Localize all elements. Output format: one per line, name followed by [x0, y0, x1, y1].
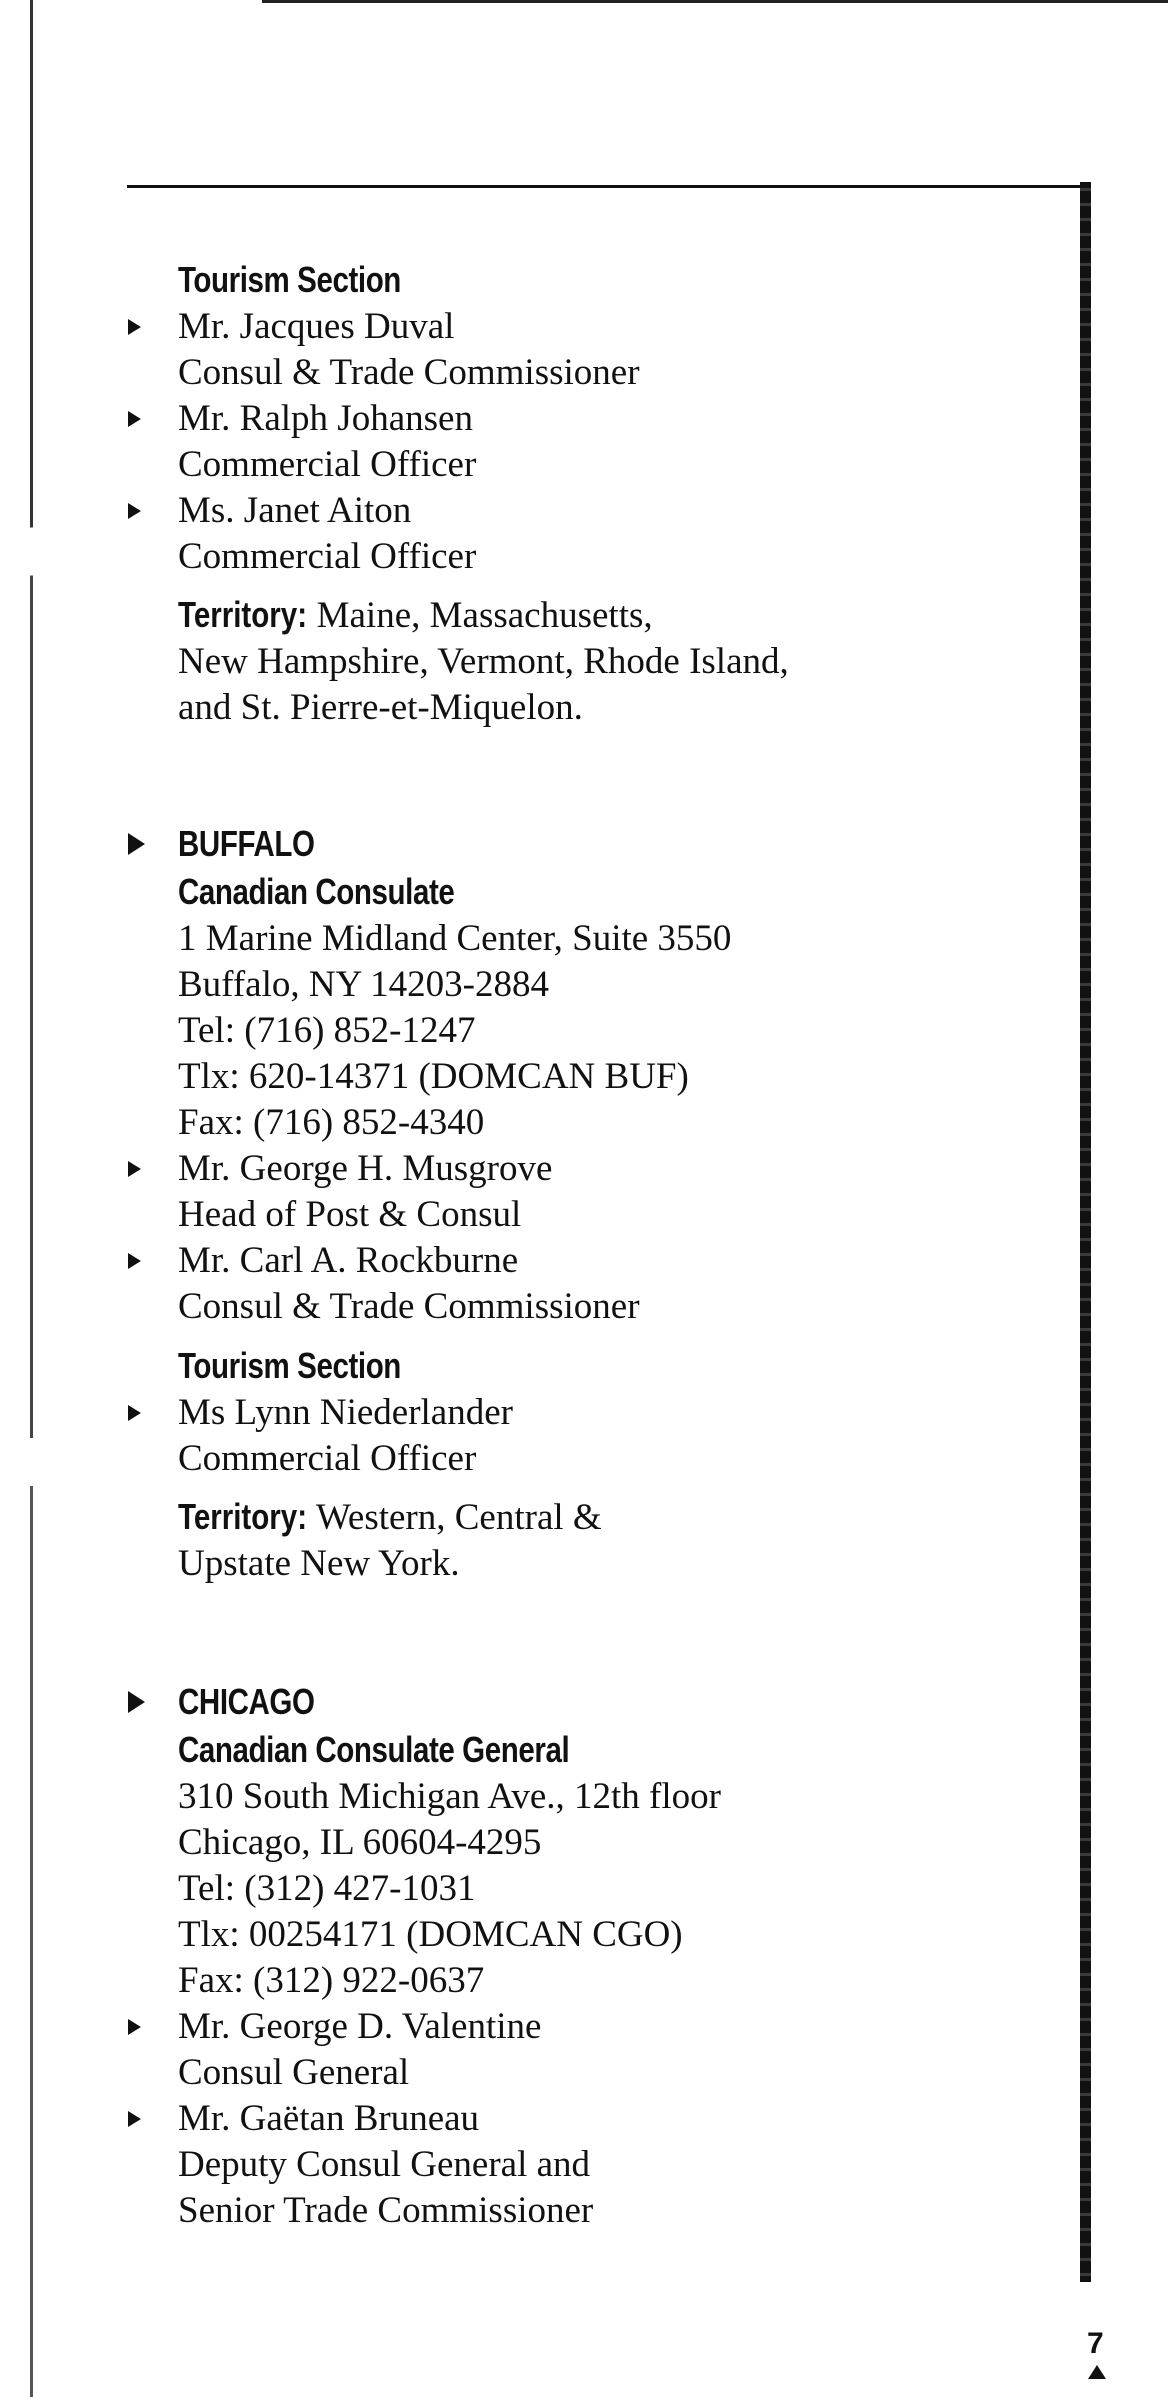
contact-title: Commercial Officer: [178, 536, 477, 577]
contact-name-text: Ms. Janet Aiton: [178, 490, 412, 531]
contact-name: [0, 1390, 1060, 1436]
contact-name: [0, 1238, 1060, 1284]
contact-title: Commercial Officer: [178, 1438, 477, 1479]
contact-title: Consul & Trade Commissioner: [178, 352, 640, 393]
chicago-office-heading: Canadian Consulate General: [178, 1729, 570, 1770]
contact-name-text: Mr. George D. Valentine: [178, 2006, 542, 2047]
territory-text: Maine, Massachusetts,: [316, 595, 653, 636]
bullet-icon: [128, 2111, 141, 2127]
up-arrow-icon: [1088, 2365, 1106, 2379]
tourism-section-heading: Tourism Section: [178, 259, 401, 300]
territory-line: New Hampshire, Vermont, Rhode Island,: [178, 641, 789, 682]
contact-name: [0, 488, 1060, 534]
phone-line: Tel: (716) 852-1247: [178, 1010, 476, 1051]
territory-line: and St. Pierre-et-Miquelon.: [178, 687, 583, 728]
address-line: Buffalo, NY 14203-2884: [178, 964, 549, 1005]
fax-line: Fax: (312) 922-0637: [178, 1960, 485, 2001]
address-line: 1 Marine Midland Center, Suite 3550: [178, 918, 732, 959]
contact-name: [0, 2096, 1060, 2142]
chicago-block: [0, 1678, 1060, 2234]
bullet-icon: [128, 1253, 141, 1269]
contact-title: Head of Post & Consul: [178, 1194, 522, 1235]
bullet-icon: [128, 319, 141, 335]
territory-line: Upstate New York.: [178, 1543, 460, 1584]
buffalo-tourism-heading: Tourism Section: [178, 1345, 401, 1386]
buffalo-office-row: [0, 868, 1060, 916]
contact-title: Deputy Consul General and: [178, 2144, 591, 2185]
contact-name-text: Mr. George H. Musgrove: [178, 1148, 553, 1189]
chicago-city-heading: CHICAGO: [178, 1681, 315, 1722]
territory-text: Western, Central &: [315, 1497, 602, 1538]
buffalo-block: [0, 820, 1060, 1587]
page-top-rule: [127, 185, 1088, 188]
territory-label: Territory:: [178, 594, 308, 635]
bullet-icon: [128, 2019, 141, 2035]
phone-line: Tel: (312) 427-1031: [178, 1868, 476, 1909]
buffalo-city-row: [0, 820, 1060, 868]
telex-line: Tlx: 620-14371 (DOMCAN BUF): [178, 1056, 689, 1097]
buffalo-tourism-heading-row: [0, 1342, 1060, 1390]
contact-name-text: Mr. Carl A. Rockburne: [178, 1240, 519, 1281]
buffalo-office-heading: Canadian Consulate: [178, 871, 455, 912]
contact-name: [0, 1146, 1060, 1192]
address-line: 310 South Michigan Ave., 12th floor: [178, 1776, 721, 1817]
contact-name-text: Mr. Jacques Duval: [178, 306, 455, 347]
address-line: Chicago, IL 60604-4295: [178, 1822, 542, 1863]
contact-name: [0, 396, 1060, 442]
contact-title: Commercial Officer: [178, 444, 477, 485]
page-number: 7: [1087, 2327, 1104, 2360]
bullet-icon: [128, 411, 141, 427]
territory-label: Territory:: [178, 1496, 308, 1537]
chicago-city-row: [0, 1678, 1060, 1726]
contact-title: Consul General: [178, 2052, 410, 2093]
telex-line: Tlx: 00254171 (DOMCAN CGO): [178, 1914, 683, 1955]
contact-name: [0, 304, 1060, 350]
contact-name: [0, 2004, 1060, 2050]
scan-edge-top: [262, 0, 1168, 3]
bullet-icon: [128, 1405, 141, 1421]
buffalo-city-heading: BUFFALO: [178, 823, 315, 864]
page-side-bar: [1080, 182, 1091, 2282]
bullet-icon: [128, 833, 145, 855]
contact-name-text: Mr. Gaëtan Bruneau: [178, 2098, 480, 2139]
territory-line: [0, 1494, 1060, 1541]
fax-line: Fax: (716) 852-4340: [178, 1102, 485, 1143]
contact-title: Consul & Trade Commissioner: [178, 1286, 640, 1327]
contact-title: Senior Trade Commissioner: [178, 2190, 594, 2231]
territory-line: [0, 592, 1060, 639]
bullet-icon: [128, 503, 141, 519]
bullet-icon: [128, 1691, 145, 1713]
bullet-icon: [128, 1161, 141, 1177]
tourism-section-block: [0, 256, 1060, 731]
contact-name-text: Mr. Ralph Johansen: [178, 398, 473, 439]
tourism-section-heading-row: [0, 256, 1060, 304]
chicago-office-row: [0, 1726, 1060, 1774]
contact-name-text: Ms Lynn Niederlander: [178, 1392, 513, 1433]
